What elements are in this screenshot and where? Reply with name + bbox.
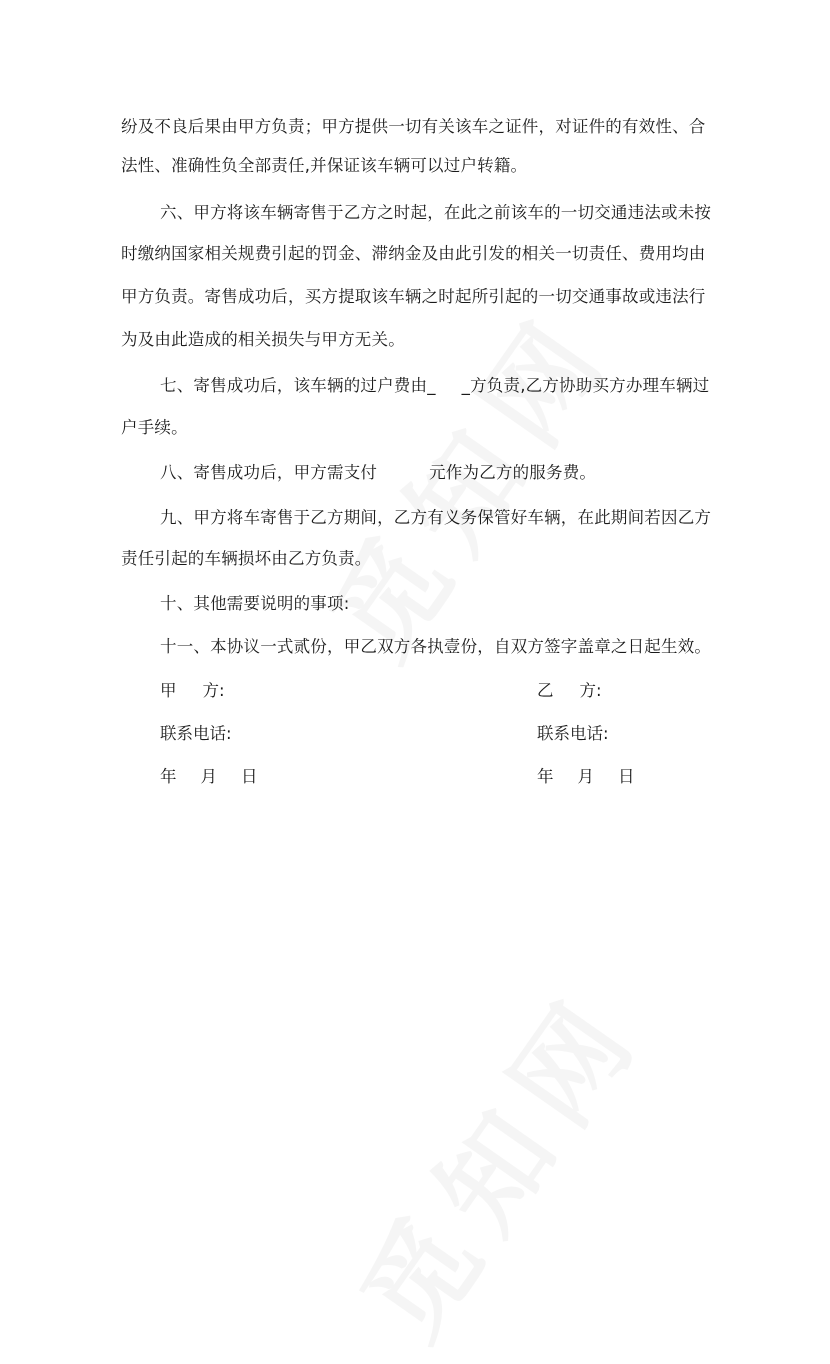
clause-7-text-c: _方负责,乙方协助买方办理车辆过 (461, 376, 710, 395)
party-b-label-2: 方: (579, 681, 602, 700)
party-b-day: 日 (618, 767, 635, 786)
party-b-label-1: 乙 (537, 681, 554, 700)
clause-7-text-a: 七、寄售成功后，该车辆的过户费由 (160, 376, 428, 395)
party-a-label-2: 方: (202, 681, 225, 700)
party-a-date (160, 767, 258, 787)
clause-8-text-b: 元作为乙方的服务费。 (429, 463, 597, 482)
party-b-date (537, 767, 635, 787)
party-a-month: 月 (200, 767, 217, 786)
party-a-label (160, 681, 225, 701)
clause-6-line-3: 甲方负责。寄售成功后，买方提取该车辆之时起所引起的一切交通事故或违法行 (121, 287, 706, 306)
party-a-label-1: 甲 (160, 681, 177, 700)
clause-6-line-1: 六、甲方将该车辆寄售于乙方之时起，在此之前该车的一切交通违法或未按 (160, 203, 712, 222)
party-b-year: 年 (537, 767, 554, 786)
party-a-phone-label: 联系电话: (160, 724, 232, 743)
clause-5-line-2: 法性、准确性负全部责任,并保证该车辆可以过户转籍。 (121, 156, 528, 175)
party-a-day: 日 (241, 767, 258, 786)
party-a-year: 年 (160, 767, 177, 786)
clause-6-line-4: 为及由此造成的相关损失与甲方无关。 (121, 330, 405, 349)
watermark-bottom (318, 954, 671, 1364)
clause-5-line-1: 纷及不良后果由甲方负责；甲方提供一切有关该车之证件，对证件的有效性、合 (121, 117, 706, 136)
clause-8-text-a: 八、寄售成功后，甲方需支付 (160, 463, 378, 482)
clause-6-line-2: 时缴纳国家相关规费引起的罚金、滞纳金及由此引发的相关一切责任、费用均由 (121, 244, 706, 263)
clause-7-line-2: 户手续。 (121, 418, 188, 437)
clause-7-line-1 (160, 376, 709, 396)
clause-11: 十一、本协议一式贰份，甲乙双方各执壹份，自双方签字盖章之日起生效。 (160, 637, 712, 656)
clause-8 (160, 463, 596, 483)
clause-10: 十、其他需要说明的事项: (160, 594, 350, 613)
clause-7-text-b: _ (427, 376, 436, 395)
clause-9-line-1: 九、甲方将车寄售于乙方期间，乙方有义务保管好车辆，在此期间若因乙方 (160, 508, 712, 527)
party-b-label (537, 681, 602, 701)
clause-9-line-2: 责任引起的车辆损坏由乙方负责。 (121, 549, 372, 568)
party-b-phone-label: 联系电话: (537, 724, 609, 743)
party-b-month: 月 (577, 767, 594, 786)
